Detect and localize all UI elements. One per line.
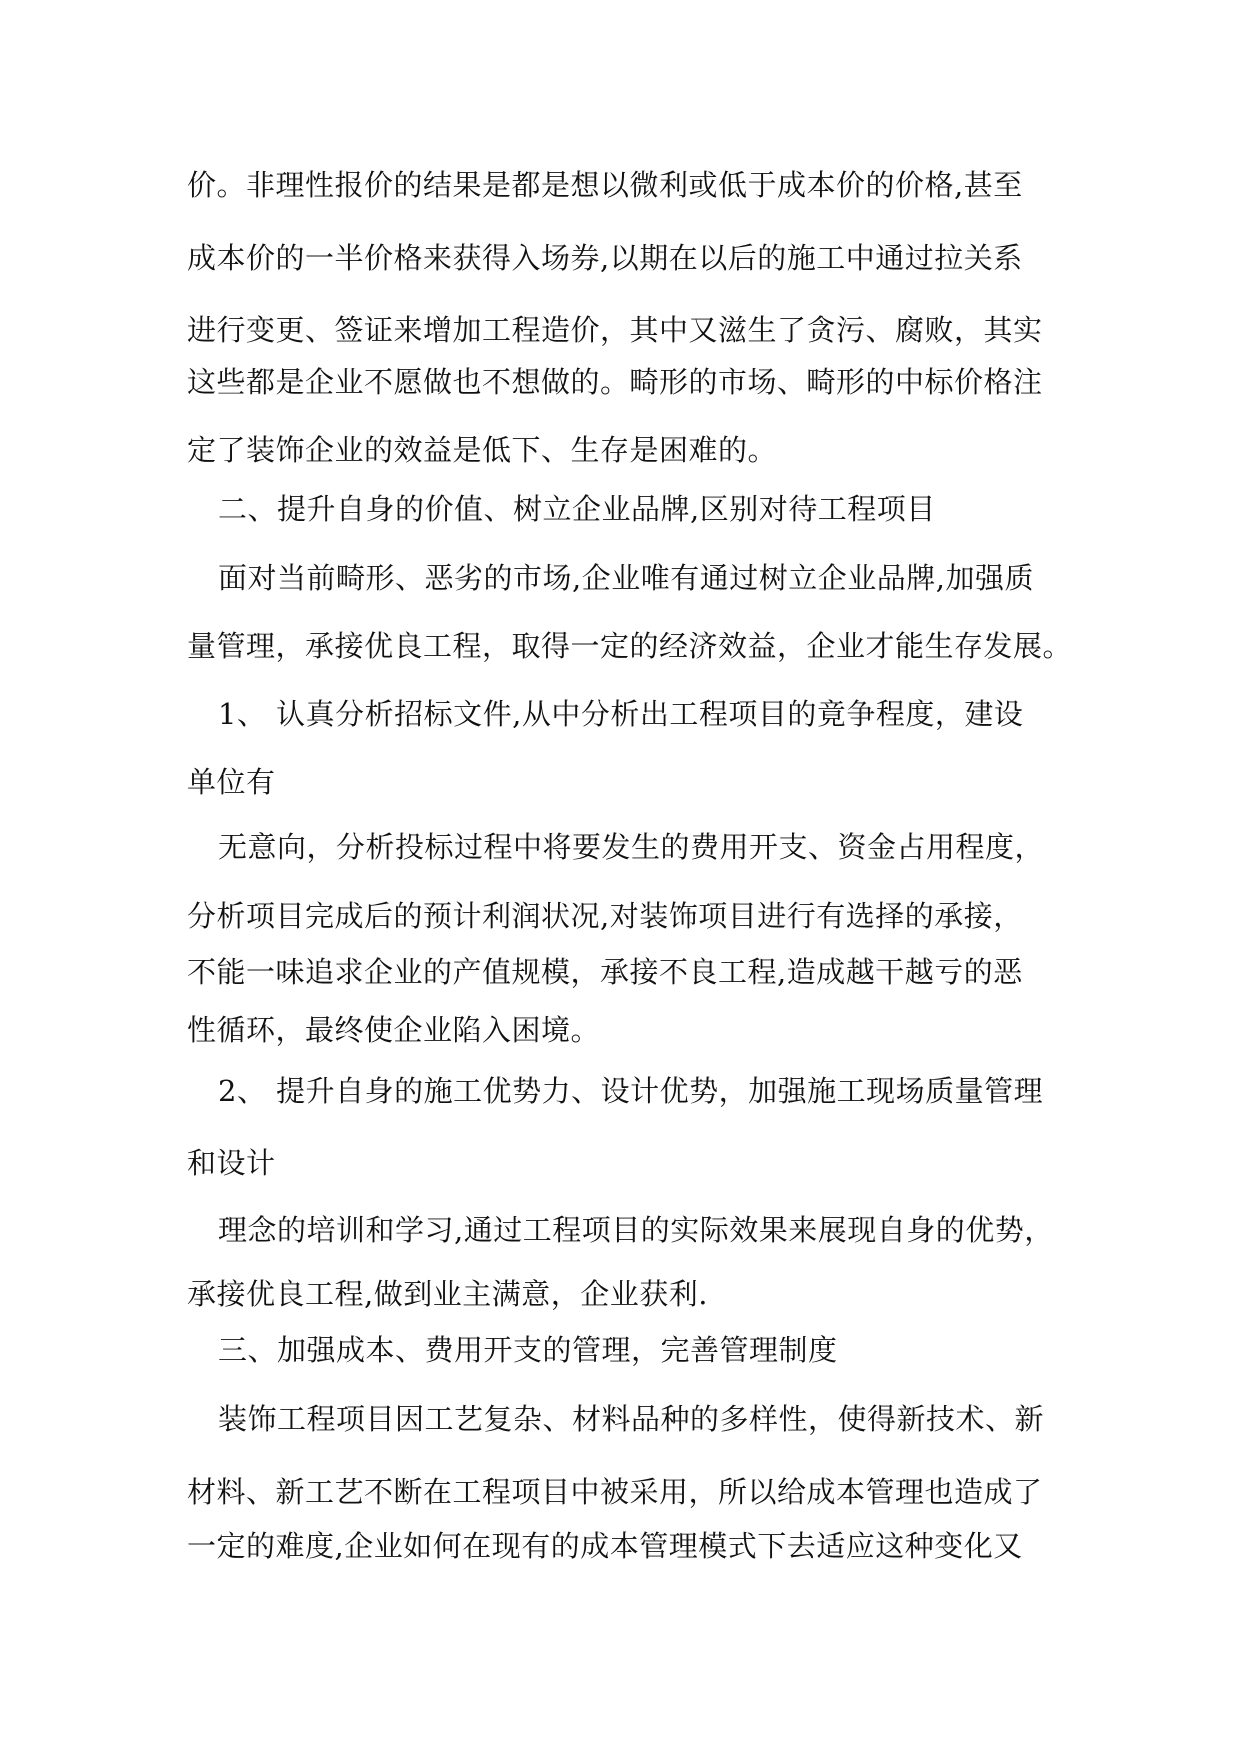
text-line: 进行变更、签证来增加工程造价，其中又滋生了贪污、腐败，其实 <box>187 313 1043 347</box>
text-line: 单位有 <box>187 765 276 799</box>
text-line: 成本价的一半价格来获得入场券,以期在以后的施工中通过拉关系 <box>187 241 1023 275</box>
section-heading: 三、加强成本、费用开支的管理，完善管理制度 <box>218 1333 838 1367</box>
section-heading: 二、提升自身的价值、树立企业品牌,区别对待工程项目 <box>218 492 936 526</box>
text-line: 性循环，最终使企业陷入困境。 <box>187 1013 601 1047</box>
text-line: 理念的培训和学习,通过工程项目的实际效果来展现自身的优势， <box>218 1213 1054 1247</box>
text-line: 一定的难度,企业如何在现有的成本管理模式下去适应这种变化又 <box>187 1529 1023 1563</box>
text-line: 无意向，分析投标过程中将要发生的费用开支、资金占用程度， <box>218 830 1045 864</box>
list-item-1: 1、 认真分析招标文件,从中分析出工程项目的竟争程度，建设 <box>218 697 1024 731</box>
text-line: 不能一味追求企业的产值规模，承接不良工程,造成越干越亏的恶 <box>187 955 1023 989</box>
list-item-2: 2、 提升自身的施工优势力、设计优势，加强施工现场质量管理 <box>218 1074 1044 1108</box>
text-line: 承接优良工程,做到业主满意，企业获利. <box>187 1277 708 1311</box>
text-line: 分析项目完成后的预计利润状况,对装饰项目进行有选择的承接， <box>187 899 1023 933</box>
text-line: 装饰工程项目因工艺复杂、材料品种的多样性，使得新技术、新 <box>218 1402 1045 1436</box>
text-line: 价。非理性报价的结果是都是想以微利或低于成本价的价格,甚至 <box>187 168 1023 202</box>
text-line: 定了装饰企业的效益是低下、生存是困难的。 <box>187 433 778 467</box>
text-line: 这些都是企业不愿做也不想做的。畸形的市场、畸形的中标价格注 <box>187 365 1043 399</box>
text-line: 量管理，承接优良工程，取得一定的经济效益，企业才能生存发展。 <box>187 629 1073 663</box>
text-line: 材料、新工艺不断在工程项目中被采用，所以给成本管理也造成了 <box>187 1475 1043 1509</box>
text-line: 和设计 <box>187 1146 276 1180</box>
text-line: 面对当前畸形、恶劣的市场,企业唯有通过树立企业品牌,加强质 <box>218 561 1034 595</box>
